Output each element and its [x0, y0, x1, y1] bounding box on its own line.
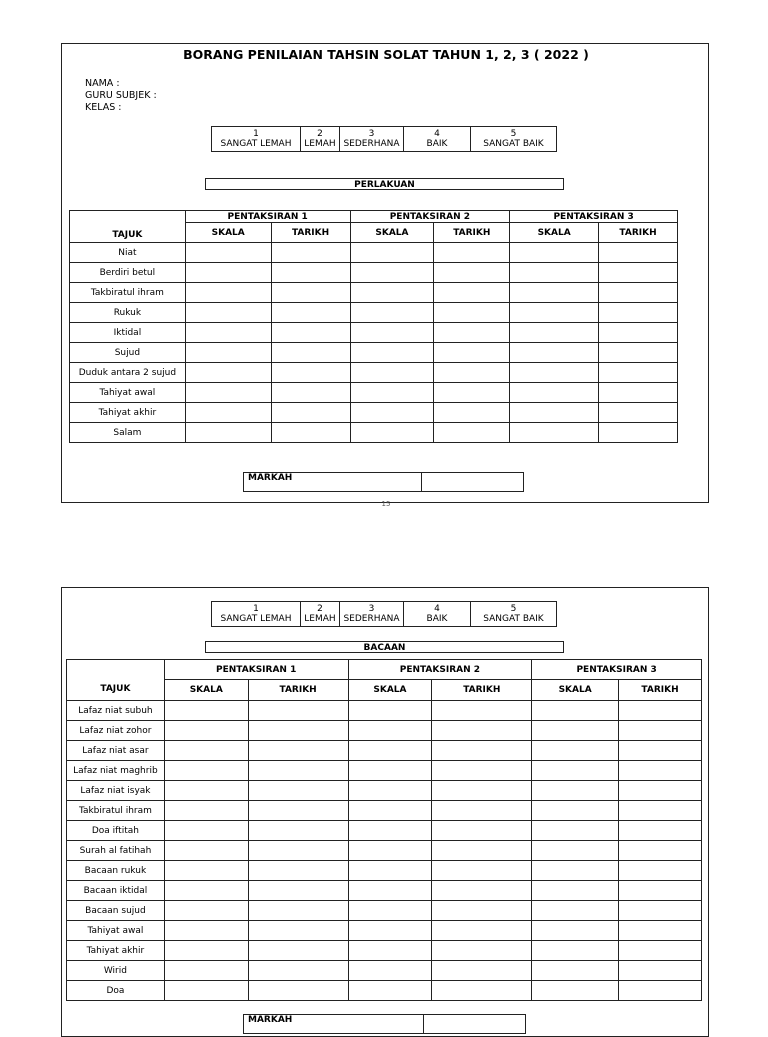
- markah-table: [243, 1014, 526, 1034]
- skala-header: SKALA: [510, 223, 599, 243]
- table-row: [67, 701, 702, 721]
- scale-label: SEDERHANA: [343, 614, 400, 624]
- row-label: Sujud: [70, 343, 186, 363]
- row-label: Rukuk: [70, 303, 186, 323]
- tarikh-entry-cell[interactable]: [248, 941, 348, 961]
- tarikh-entry-cell[interactable]: [619, 801, 702, 821]
- tarikh-entry-cell[interactable]: [432, 701, 532, 721]
- tarikh-entry-cell[interactable]: [271, 263, 350, 283]
- field-nama-label: NAMA :: [85, 78, 120, 89]
- tarikh-entry-cell[interactable]: [619, 941, 702, 961]
- tarikh-entry-cell[interactable]: [434, 343, 510, 363]
- skala-entry-cell[interactable]: [532, 981, 619, 1001]
- skala-entry-cell[interactable]: [348, 841, 432, 861]
- table-row: [70, 343, 678, 363]
- tarikh-entry-cell[interactable]: [432, 821, 532, 841]
- skala-header: SKALA: [532, 680, 619, 701]
- table-body: [70, 243, 678, 443]
- table-row: [70, 243, 678, 263]
- pentaksiran-1-header: PENTAKSIRAN 1: [164, 660, 348, 680]
- section-heading-bacaan: BACAAN: [205, 641, 564, 653]
- skala-entry-cell[interactable]: [532, 721, 619, 741]
- skala-entry-cell[interactable]: [348, 741, 432, 761]
- table-row: [67, 881, 702, 901]
- scale-num: 3: [368, 128, 375, 139]
- skala-entry-cell[interactable]: [164, 781, 248, 801]
- row-label: Iktidal: [70, 323, 186, 343]
- skala-entry-cell[interactable]: [350, 403, 434, 423]
- tarikh-entry-cell[interactable]: [432, 881, 532, 901]
- tarikh-header: TARIKH: [271, 223, 350, 243]
- tarikh-entry-cell[interactable]: [432, 841, 532, 861]
- table-row: [70, 403, 678, 423]
- tarikh-entry-cell[interactable]: [599, 323, 678, 343]
- skala-header: SKALA: [350, 223, 434, 243]
- tarikh-entry-cell[interactable]: [271, 403, 350, 423]
- row-label: Berdiri betul: [70, 263, 186, 283]
- tarikh-entry-cell[interactable]: [599, 403, 678, 423]
- row-label: Surah al fatihah: [67, 841, 165, 861]
- tarikh-entry-cell[interactable]: [271, 243, 350, 263]
- table-row: [67, 981, 702, 1001]
- row-label: Lafaz niat zohor: [67, 721, 165, 741]
- tajuk-header: TAJUK: [70, 211, 186, 243]
- tarikh-entry-cell[interactable]: [248, 701, 348, 721]
- tarikh-entry-cell[interactable]: [271, 283, 350, 303]
- skala-entry-cell[interactable]: [532, 901, 619, 921]
- skala-entry-cell[interactable]: [350, 363, 434, 383]
- skala-entry-cell[interactable]: [532, 701, 619, 721]
- tarikh-entry-cell[interactable]: [434, 243, 510, 263]
- skala-entry-cell[interactable]: [532, 781, 619, 801]
- skala-entry-cell[interactable]: [510, 403, 599, 423]
- pentaksiran-2-header: PENTAKSIRAN 2: [350, 211, 510, 223]
- row-label: Tahiyat akhir: [70, 403, 186, 423]
- skala-entry-cell[interactable]: [510, 283, 599, 303]
- skala-entry-cell[interactable]: [164, 821, 248, 841]
- table-row: [67, 741, 702, 761]
- tajuk-header: TAJUK: [67, 660, 165, 701]
- skala-entry-cell[interactable]: [348, 861, 432, 881]
- pentaksiran-1-header: PENTAKSIRAN 1: [185, 211, 350, 223]
- table-row: [67, 901, 702, 921]
- tarikh-entry-cell[interactable]: [599, 383, 678, 403]
- tarikh-entry-cell[interactable]: [271, 383, 350, 403]
- skala-entry-cell[interactable]: [348, 981, 432, 1001]
- skala-entry-cell[interactable]: [532, 761, 619, 781]
- scale-label: LEMAH: [304, 614, 336, 624]
- tarikh-entry-cell[interactable]: [619, 721, 702, 741]
- skala-entry-cell[interactable]: [348, 801, 432, 821]
- row-label: Doa iftitah: [67, 821, 165, 841]
- table-row: [67, 721, 702, 741]
- row-label: Doa: [67, 981, 165, 1001]
- scale-cell-4: [404, 127, 471, 152]
- table-body: [67, 701, 702, 1001]
- skala-entry-cell[interactable]: [350, 283, 434, 303]
- scale-num: 2: [317, 128, 323, 139]
- tarikh-entry-cell[interactable]: [432, 861, 532, 881]
- tarikh-entry-cell[interactable]: [599, 243, 678, 263]
- skala-entry-cell[interactable]: [164, 941, 248, 961]
- table-row: [70, 363, 678, 383]
- form-title: BORANG PENILAIAN TAHSIN SOLAT TAHUN 1, 2, 3 ( 2022 ): [183, 47, 589, 62]
- skala-entry-cell[interactable]: [510, 363, 599, 383]
- scale-cell-2: [301, 602, 340, 627]
- tarikh-entry-cell[interactable]: [432, 741, 532, 761]
- rating-scale-table: [211, 601, 557, 627]
- scale-cell-4: [404, 602, 471, 627]
- skala-entry-cell[interactable]: [350, 343, 434, 363]
- tarikh-entry-cell[interactable]: [619, 761, 702, 781]
- tarikh-entry-cell[interactable]: [599, 283, 678, 303]
- row-label: Lafaz niat maghrib: [67, 761, 165, 781]
- row-label: Bacaan rukuk: [67, 861, 165, 881]
- row-label: Takbiratul ihram: [67, 801, 165, 821]
- skala-entry-cell[interactable]: [164, 841, 248, 861]
- tarikh-entry-cell[interactable]: [432, 921, 532, 941]
- table-row: [67, 941, 702, 961]
- row-label: Bacaan sujud: [67, 901, 165, 921]
- markah-table: [243, 472, 524, 492]
- table-row: [67, 861, 702, 881]
- scale-cell-1: [212, 602, 301, 627]
- skala-entry-cell[interactable]: [185, 363, 271, 383]
- tarikh-entry-cell[interactable]: [432, 761, 532, 781]
- skala-entry-cell[interactable]: [532, 961, 619, 981]
- skala-header: SKALA: [164, 680, 248, 701]
- table-row: [67, 821, 702, 841]
- row-label: Tahiyat awal: [70, 383, 186, 403]
- table-row: [67, 781, 702, 801]
- tarikh-entry-cell[interactable]: [599, 363, 678, 383]
- skala-entry-cell[interactable]: [348, 701, 432, 721]
- form-page-perlakuan: [61, 43, 709, 508]
- scale-num: 5: [510, 128, 517, 139]
- skala-entry-cell[interactable]: [164, 901, 248, 921]
- skala-entry-cell[interactable]: [164, 921, 248, 941]
- tarikh-entry-cell[interactable]: [434, 283, 510, 303]
- table-row: [67, 921, 702, 941]
- scale-cell-5: [471, 602, 557, 627]
- tarikh-entry-cell[interactable]: [248, 801, 348, 821]
- skala-entry-cell[interactable]: [350, 303, 434, 323]
- row-label: Wirid: [67, 961, 165, 981]
- tarikh-entry-cell[interactable]: [432, 801, 532, 821]
- tarikh-entry-cell[interactable]: [271, 363, 350, 383]
- skala-entry-cell[interactable]: [532, 881, 619, 901]
- skala-entry-cell[interactable]: [164, 701, 248, 721]
- student-info: [85, 78, 157, 114]
- row-label: Lafaz niat asar: [67, 741, 165, 761]
- tarikh-entry-cell[interactable]: [619, 981, 702, 1001]
- pentaksiran-2-header: PENTAKSIRAN 2: [348, 660, 532, 680]
- tarikh-entry-cell[interactable]: [619, 741, 702, 761]
- page-number: 15: [381, 500, 391, 508]
- scale-label: BAIK: [426, 139, 448, 149]
- tarikh-entry-cell[interactable]: [619, 781, 702, 801]
- tarikh-entry-cell[interactable]: [619, 821, 702, 841]
- scale-num: 4: [434, 603, 440, 614]
- tarikh-entry-cell[interactable]: [271, 303, 350, 323]
- skala-entry-cell[interactable]: [348, 901, 432, 921]
- row-label: Lafaz niat subuh: [67, 701, 165, 721]
- field-guru-subjek-label: GURU SUBJEK :: [85, 90, 157, 101]
- tarikh-entry-cell[interactable]: [434, 323, 510, 343]
- tarikh-entry-cell[interactable]: [432, 781, 532, 801]
- tarikh-entry-cell[interactable]: [432, 981, 532, 1001]
- skala-entry-cell[interactable]: [532, 841, 619, 861]
- skala-entry-cell[interactable]: [185, 403, 271, 423]
- row-label: Tahiyat awal: [67, 921, 165, 941]
- scale-label: BAIK: [426, 614, 448, 624]
- table-row: [70, 423, 678, 443]
- skala-entry-cell[interactable]: [185, 343, 271, 363]
- scale-cell-3: [340, 127, 404, 152]
- skala-entry-cell[interactable]: [185, 423, 271, 443]
- tarikh-entry-cell[interactable]: [248, 761, 348, 781]
- table-row: [67, 801, 702, 821]
- markah-label: MARKAH: [244, 1015, 424, 1034]
- skala-entry-cell[interactable]: [164, 981, 248, 1001]
- tarikh-entry-cell[interactable]: [434, 383, 510, 403]
- pentaksiran-3-header: PENTAKSIRAN 3: [532, 660, 702, 680]
- skala-header: SKALA: [348, 680, 432, 701]
- skala-entry-cell[interactable]: [348, 721, 432, 741]
- skala-entry-cell[interactable]: [348, 921, 432, 941]
- tarikh-entry-cell[interactable]: [619, 961, 702, 981]
- skala-entry-cell[interactable]: [185, 303, 271, 323]
- tarikh-entry-cell[interactable]: [248, 901, 348, 921]
- skala-entry-cell[interactable]: [532, 741, 619, 761]
- table-row: [70, 263, 678, 283]
- tarikh-entry-cell[interactable]: [434, 363, 510, 383]
- skala-entry-cell[interactable]: [164, 741, 248, 761]
- markah-value-cell[interactable]: [424, 1015, 526, 1034]
- tarikh-entry-cell[interactable]: [248, 921, 348, 941]
- skala-entry-cell[interactable]: [164, 761, 248, 781]
- scale-label: SANGAT LEMAH: [220, 139, 292, 149]
- skala-entry-cell[interactable]: [348, 821, 432, 841]
- skala-entry-cell[interactable]: [510, 343, 599, 363]
- scale-num: 3: [368, 603, 375, 614]
- scale-label: SANGAT LEMAH: [220, 614, 292, 624]
- markah-label: MARKAH: [244, 473, 422, 492]
- tarikh-entry-cell[interactable]: [599, 303, 678, 323]
- tarikh-entry-cell[interactable]: [248, 961, 348, 981]
- tarikh-entry-cell[interactable]: [248, 821, 348, 841]
- rating-scale-table: [211, 126, 557, 152]
- tarikh-entry-cell[interactable]: [271, 323, 350, 343]
- section-heading-perlakuan: PERLAKUAN: [205, 178, 564, 190]
- scale-cell-3: [340, 602, 404, 627]
- scale-num: 1: [253, 128, 259, 139]
- tarikh-header: TARIKH: [248, 680, 348, 701]
- tarikh-entry-cell[interactable]: [432, 941, 532, 961]
- table-row: [67, 841, 702, 861]
- skala-entry-cell[interactable]: [532, 941, 619, 961]
- tarikh-entry-cell[interactable]: [434, 403, 510, 423]
- skala-entry-cell[interactable]: [185, 323, 271, 343]
- scale-num: 2: [317, 603, 323, 614]
- table-row: [70, 323, 678, 343]
- skala-entry-cell[interactable]: [348, 761, 432, 781]
- skala-entry-cell[interactable]: [164, 961, 248, 981]
- tarikh-entry-cell[interactable]: [619, 901, 702, 921]
- tarikh-entry-cell[interactable]: [248, 721, 348, 741]
- table-row: [70, 283, 678, 303]
- skala-entry-cell[interactable]: [185, 283, 271, 303]
- skala-entry-cell[interactable]: [164, 721, 248, 741]
- scale-num: 5: [510, 603, 517, 614]
- scale-cell-1: [212, 127, 301, 152]
- skala-entry-cell[interactable]: [348, 781, 432, 801]
- skala-entry-cell[interactable]: [185, 383, 271, 403]
- skala-entry-cell[interactable]: [164, 861, 248, 881]
- skala-entry-cell[interactable]: [510, 323, 599, 343]
- tarikh-header: TARIKH: [619, 680, 702, 701]
- skala-entry-cell[interactable]: [510, 383, 599, 403]
- row-label: Duduk antara 2 sujud: [70, 363, 186, 383]
- skala-entry-cell[interactable]: [350, 383, 434, 403]
- skala-entry-cell[interactable]: [185, 243, 271, 263]
- table-row: [67, 761, 702, 781]
- tarikh-entry-cell[interactable]: [599, 423, 678, 443]
- row-label: Niat: [70, 243, 186, 263]
- skala-entry-cell[interactable]: [350, 263, 434, 283]
- skala-entry-cell[interactable]: [532, 861, 619, 881]
- skala-entry-cell[interactable]: [510, 303, 599, 323]
- table-row: [70, 303, 678, 323]
- scale-label: SEDERHANA: [343, 139, 400, 149]
- form-page-bacaan: [61, 587, 709, 1037]
- skala-entry-cell[interactable]: [532, 801, 619, 821]
- row-label: Salam: [70, 423, 186, 443]
- tarikh-entry-cell[interactable]: [619, 701, 702, 721]
- row-label: Takbiratul ihram: [70, 283, 186, 303]
- scale-num: 4: [434, 128, 440, 139]
- tarikh-entry-cell[interactable]: [432, 901, 532, 921]
- tarikh-entry-cell[interactable]: [271, 423, 350, 443]
- tarikh-entry-cell[interactable]: [599, 263, 678, 283]
- tarikh-entry-cell[interactable]: [434, 303, 510, 323]
- skala-entry-cell[interactable]: [532, 821, 619, 841]
- skala-entry-cell[interactable]: [348, 881, 432, 901]
- assessment-table-bacaan: [66, 659, 702, 1001]
- scale-label: SANGAT BAIK: [483, 614, 544, 624]
- assessment-table-perlakuan: [69, 210, 678, 443]
- tarikh-entry-cell[interactable]: [619, 881, 702, 901]
- pentaksiran-3-header: PENTAKSIRAN 3: [510, 211, 678, 223]
- tarikh-entry-cell[interactable]: [619, 841, 702, 861]
- skala-entry-cell[interactable]: [350, 243, 434, 263]
- tarikh-entry-cell[interactable]: [248, 841, 348, 861]
- tarikh-entry-cell[interactable]: [248, 881, 348, 901]
- tarikh-entry-cell[interactable]: [248, 781, 348, 801]
- tarikh-header: TARIKH: [599, 223, 678, 243]
- tarikh-entry-cell[interactable]: [248, 861, 348, 881]
- skala-entry-cell[interactable]: [532, 921, 619, 941]
- skala-header: SKALA: [185, 223, 271, 243]
- tarikh-entry-cell[interactable]: [434, 263, 510, 283]
- skala-entry-cell[interactable]: [510, 423, 599, 443]
- skala-entry-cell[interactable]: [185, 263, 271, 283]
- scale-cell-2: [301, 127, 340, 152]
- tarikh-entry-cell[interactable]: [271, 343, 350, 363]
- skala-entry-cell[interactable]: [164, 801, 248, 821]
- row-label: Bacaan iktidal: [67, 881, 165, 901]
- table-row: [70, 383, 678, 403]
- row-label: Tahiyat akhir: [67, 941, 165, 961]
- tarikh-entry-cell[interactable]: [432, 961, 532, 981]
- tarikh-entry-cell[interactable]: [248, 741, 348, 761]
- scale-label: LEMAH: [304, 139, 336, 149]
- row-label: Lafaz niat isyak: [67, 781, 165, 801]
- scale-num: 1: [253, 603, 259, 614]
- tarikh-entry-cell[interactable]: [248, 981, 348, 1001]
- tarikh-entry-cell[interactable]: [619, 861, 702, 881]
- tarikh-header: TARIKH: [432, 680, 532, 701]
- tarikh-entry-cell[interactable]: [619, 921, 702, 941]
- field-kelas-label: KELAS :: [85, 102, 122, 113]
- skala-entry-cell[interactable]: [350, 323, 434, 343]
- tarikh-header: TARIKH: [434, 223, 510, 243]
- skala-entry-cell[interactable]: [164, 881, 248, 901]
- skala-entry-cell[interactable]: [510, 243, 599, 263]
- markah-value-cell[interactable]: [422, 473, 524, 492]
- tarikh-entry-cell[interactable]: [432, 721, 532, 741]
- skala-entry-cell[interactable]: [510, 263, 599, 283]
- skala-entry-cell[interactable]: [348, 941, 432, 961]
- tarikh-entry-cell[interactable]: [434, 423, 510, 443]
- scale-label: SANGAT BAIK: [483, 139, 544, 149]
- scale-cell-5: [471, 127, 557, 152]
- skala-entry-cell[interactable]: [350, 423, 434, 443]
- tarikh-entry-cell[interactable]: [599, 343, 678, 363]
- skala-entry-cell[interactable]: [348, 961, 432, 981]
- table-row: [67, 961, 702, 981]
